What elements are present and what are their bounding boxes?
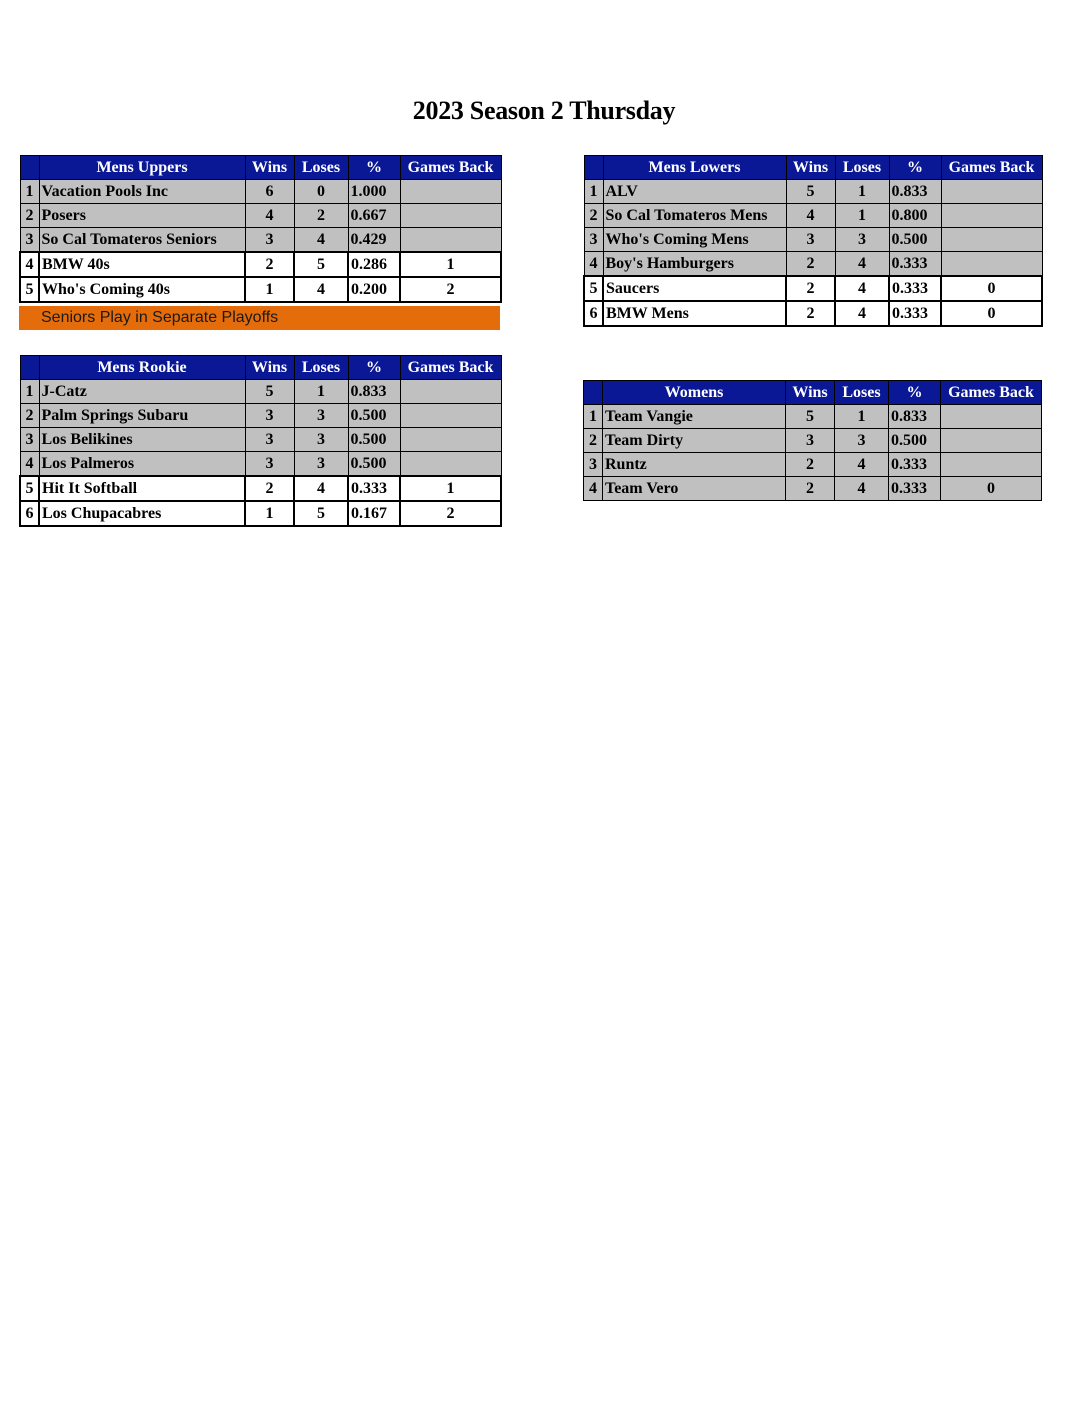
mens-lowers-table: [583, 155, 1043, 327]
table-row: [20, 380, 501, 404]
rank-cell: 3: [584, 453, 603, 477]
loses-header: Loses: [835, 381, 889, 405]
pct-cell: 0.833: [889, 405, 941, 429]
rank-cell: 3: [20, 228, 39, 253]
games-back-cell: [400, 180, 501, 204]
loses-cell: 1: [835, 204, 889, 228]
games-back-header: Games Back: [941, 381, 1042, 405]
games-back-cell: [400, 452, 501, 477]
division-header: Mens Uppers: [39, 156, 245, 180]
team-cell: ALV: [603, 180, 786, 204]
table-row: [20, 228, 501, 253]
mens-uppers-table: [19, 155, 502, 303]
team-cell: Los Palmeros: [39, 452, 245, 477]
games-back-cell: 1: [400, 476, 501, 501]
table-row: [20, 204, 501, 228]
wins-header: Wins: [786, 381, 835, 405]
wins-cell: 3: [245, 428, 294, 452]
games-back-cell: [941, 228, 1042, 252]
rank-cell: 2: [584, 429, 603, 453]
table-row: [584, 453, 1042, 477]
games-back-cell: [400, 380, 501, 404]
loses-cell: 3: [294, 404, 348, 428]
rank-cell: 2: [20, 404, 39, 428]
loses-cell: 4: [835, 453, 889, 477]
pct-cell: 0.286: [348, 252, 400, 277]
games-back-cell: [941, 180, 1042, 204]
wins-cell: 3: [786, 429, 835, 453]
wins-cell: 2: [786, 477, 835, 501]
loses-cell: 1: [835, 405, 889, 429]
games-back-cell: 1: [400, 252, 501, 277]
pct-cell: 0.833: [889, 180, 941, 204]
team-cell: J-Catz: [39, 380, 245, 404]
page-title: 2023 Season 2 Thursday: [412, 96, 676, 125]
pct-header: %: [889, 156, 941, 180]
team-cell: So Cal Tomateros Seniors: [39, 228, 245, 253]
pct-cell: 0.333: [889, 252, 941, 277]
pct-cell: 0.333: [889, 453, 941, 477]
games-back-header: Games Back: [941, 156, 1042, 180]
table-row: [584, 477, 1042, 501]
rank-cell: 2: [584, 204, 603, 228]
table-header-row: [20, 156, 501, 180]
games-back-cell: [400, 228, 501, 253]
loses-cell: 5: [294, 501, 348, 526]
loses-cell: 4: [835, 252, 889, 277]
team-cell: Runtz: [603, 453, 786, 477]
rank-cell: 3: [20, 428, 39, 452]
table-row: [584, 180, 1042, 204]
wins-cell: 4: [245, 204, 294, 228]
pct-cell: 0.333: [889, 477, 941, 501]
wins-cell: 2: [245, 476, 294, 501]
rank-cell: 4: [20, 452, 39, 477]
table-row: [20, 404, 501, 428]
wins-cell: 1: [245, 277, 294, 302]
pct-cell: 0.500: [889, 228, 941, 252]
pct-cell: 0.833: [348, 380, 400, 404]
wins-cell: 3: [245, 404, 294, 428]
womens-table: [583, 380, 1042, 501]
team-cell: Who's Coming 40s: [39, 277, 245, 302]
team-cell: Team Vero: [603, 477, 786, 501]
team-cell: Hit It Softball: [39, 476, 245, 501]
rank-cell: 5: [20, 476, 39, 501]
wins-header: Wins: [786, 156, 835, 180]
games-back-cell: [941, 453, 1042, 477]
rank-header: [584, 156, 603, 180]
table-row: [584, 276, 1042, 301]
loses-cell: 4: [294, 476, 348, 501]
table-row: [20, 252, 501, 277]
pct-cell: 0.333: [889, 301, 941, 326]
pct-cell: 0.429: [348, 228, 400, 253]
rank-cell: 6: [584, 301, 603, 326]
table-row: [20, 476, 501, 501]
pct-cell: 0.500: [348, 428, 400, 452]
rank-cell: 5: [584, 276, 603, 301]
wins-cell: 6: [245, 180, 294, 204]
team-cell: Los Chupacabres: [39, 501, 245, 526]
pct-header: %: [348, 356, 400, 380]
rank-cell: 4: [584, 477, 603, 501]
wins-cell: 3: [245, 228, 294, 253]
games-back-cell: 0: [941, 276, 1042, 301]
table-row: [584, 301, 1042, 326]
wins-cell: 5: [786, 405, 835, 429]
table-row: [20, 277, 501, 302]
games-back-cell: 0: [941, 477, 1042, 501]
wins-cell: 5: [245, 380, 294, 404]
wins-cell: 3: [245, 452, 294, 477]
seniors-playoffs-note: Seniors Play in Separate Playoffs: [19, 306, 500, 330]
team-cell: BMW 40s: [39, 252, 245, 277]
games-back-header: Games Back: [400, 356, 501, 380]
pct-header: %: [889, 381, 941, 405]
table-row: [20, 428, 501, 452]
rank-header: [584, 381, 603, 405]
rank-cell: 1: [20, 180, 39, 204]
pct-header: %: [348, 156, 400, 180]
team-cell: Vacation Pools Inc: [39, 180, 245, 204]
rank-cell: 2: [20, 204, 39, 228]
table-row: [20, 180, 501, 204]
wins-cell: 2: [245, 252, 294, 277]
table-row: [584, 228, 1042, 252]
wins-header: Wins: [245, 356, 294, 380]
table-row: [20, 501, 501, 526]
loses-cell: 3: [835, 429, 889, 453]
table-header-row: [584, 156, 1042, 180]
loses-cell: 2: [294, 204, 348, 228]
games-back-header: Games Back: [400, 156, 501, 180]
pct-cell: 0.500: [348, 404, 400, 428]
loses-cell: 5: [294, 252, 348, 277]
loses-cell: 3: [835, 228, 889, 252]
pct-cell: 0.333: [889, 276, 941, 301]
rank-cell: 5: [20, 277, 39, 302]
team-cell: Saucers: [603, 276, 786, 301]
games-back-cell: 0: [941, 301, 1042, 326]
loses-header: Loses: [835, 156, 889, 180]
loses-cell: 4: [294, 228, 348, 253]
table-header-row: [20, 356, 501, 380]
table-row: [584, 204, 1042, 228]
loses-cell: 1: [835, 180, 889, 204]
wins-cell: 2: [786, 276, 835, 301]
games-back-cell: [400, 428, 501, 452]
pct-cell: 0.167: [348, 501, 400, 526]
rank-cell: 1: [584, 180, 603, 204]
loses-header: Loses: [294, 356, 348, 380]
games-back-cell: [941, 429, 1042, 453]
team-cell: BMW Mens: [603, 301, 786, 326]
games-back-cell: 2: [400, 501, 501, 526]
games-back-cell: [941, 204, 1042, 228]
loses-cell: 4: [835, 276, 889, 301]
loses-cell: 4: [835, 301, 889, 326]
loses-cell: 3: [294, 428, 348, 452]
games-back-cell: [941, 405, 1042, 429]
loses-header: Loses: [294, 156, 348, 180]
games-back-cell: [941, 252, 1042, 277]
team-cell: Los Belikines: [39, 428, 245, 452]
wins-cell: 4: [786, 204, 835, 228]
table-row: [584, 252, 1042, 277]
rank-cell: 4: [20, 252, 39, 277]
mens-rookie-table: [19, 355, 502, 527]
rank-header: [20, 156, 39, 180]
division-header: Womens: [603, 381, 786, 405]
pct-cell: 0.500: [348, 452, 400, 477]
wins-header: Wins: [245, 156, 294, 180]
table-row: [20, 452, 501, 477]
games-back-cell: [400, 404, 501, 428]
team-cell: Boy's Hamburgers: [603, 252, 786, 277]
pct-cell: 0.200: [348, 277, 400, 302]
table-row: [584, 405, 1042, 429]
team-cell: Palm Springs Subaru: [39, 404, 245, 428]
pct-cell: 0.667: [348, 204, 400, 228]
rank-cell: 1: [584, 405, 603, 429]
wins-cell: 5: [786, 180, 835, 204]
loses-cell: 0: [294, 180, 348, 204]
rank-cell: 1: [20, 380, 39, 404]
team-cell: Who's Coming Mens: [603, 228, 786, 252]
pct-cell: 0.800: [889, 204, 941, 228]
team-cell: Posers: [39, 204, 245, 228]
pct-cell: 0.500: [889, 429, 941, 453]
loses-cell: 1: [294, 380, 348, 404]
rank-cell: 3: [584, 228, 603, 252]
pct-cell: 1.000: [348, 180, 400, 204]
games-back-cell: 2: [400, 277, 501, 302]
loses-cell: 4: [294, 277, 348, 302]
loses-cell: 3: [294, 452, 348, 477]
team-cell: Team Vangie: [603, 405, 786, 429]
team-cell: Team Dirty: [603, 429, 786, 453]
rank-cell: 4: [584, 252, 603, 277]
wins-cell: 2: [786, 301, 835, 326]
division-header: Mens Lowers: [603, 156, 786, 180]
division-header: Mens Rookie: [39, 356, 245, 380]
rank-header: [20, 356, 39, 380]
wins-cell: 2: [786, 252, 835, 277]
table-row: [584, 429, 1042, 453]
wins-cell: 1: [245, 501, 294, 526]
loses-cell: 4: [835, 477, 889, 501]
wins-cell: 3: [786, 228, 835, 252]
table-header-row: [584, 381, 1042, 405]
games-back-cell: [400, 204, 501, 228]
team-cell: So Cal Tomateros Mens: [603, 204, 786, 228]
pct-cell: 0.333: [348, 476, 400, 501]
wins-cell: 2: [786, 453, 835, 477]
rank-cell: 6: [20, 501, 39, 526]
